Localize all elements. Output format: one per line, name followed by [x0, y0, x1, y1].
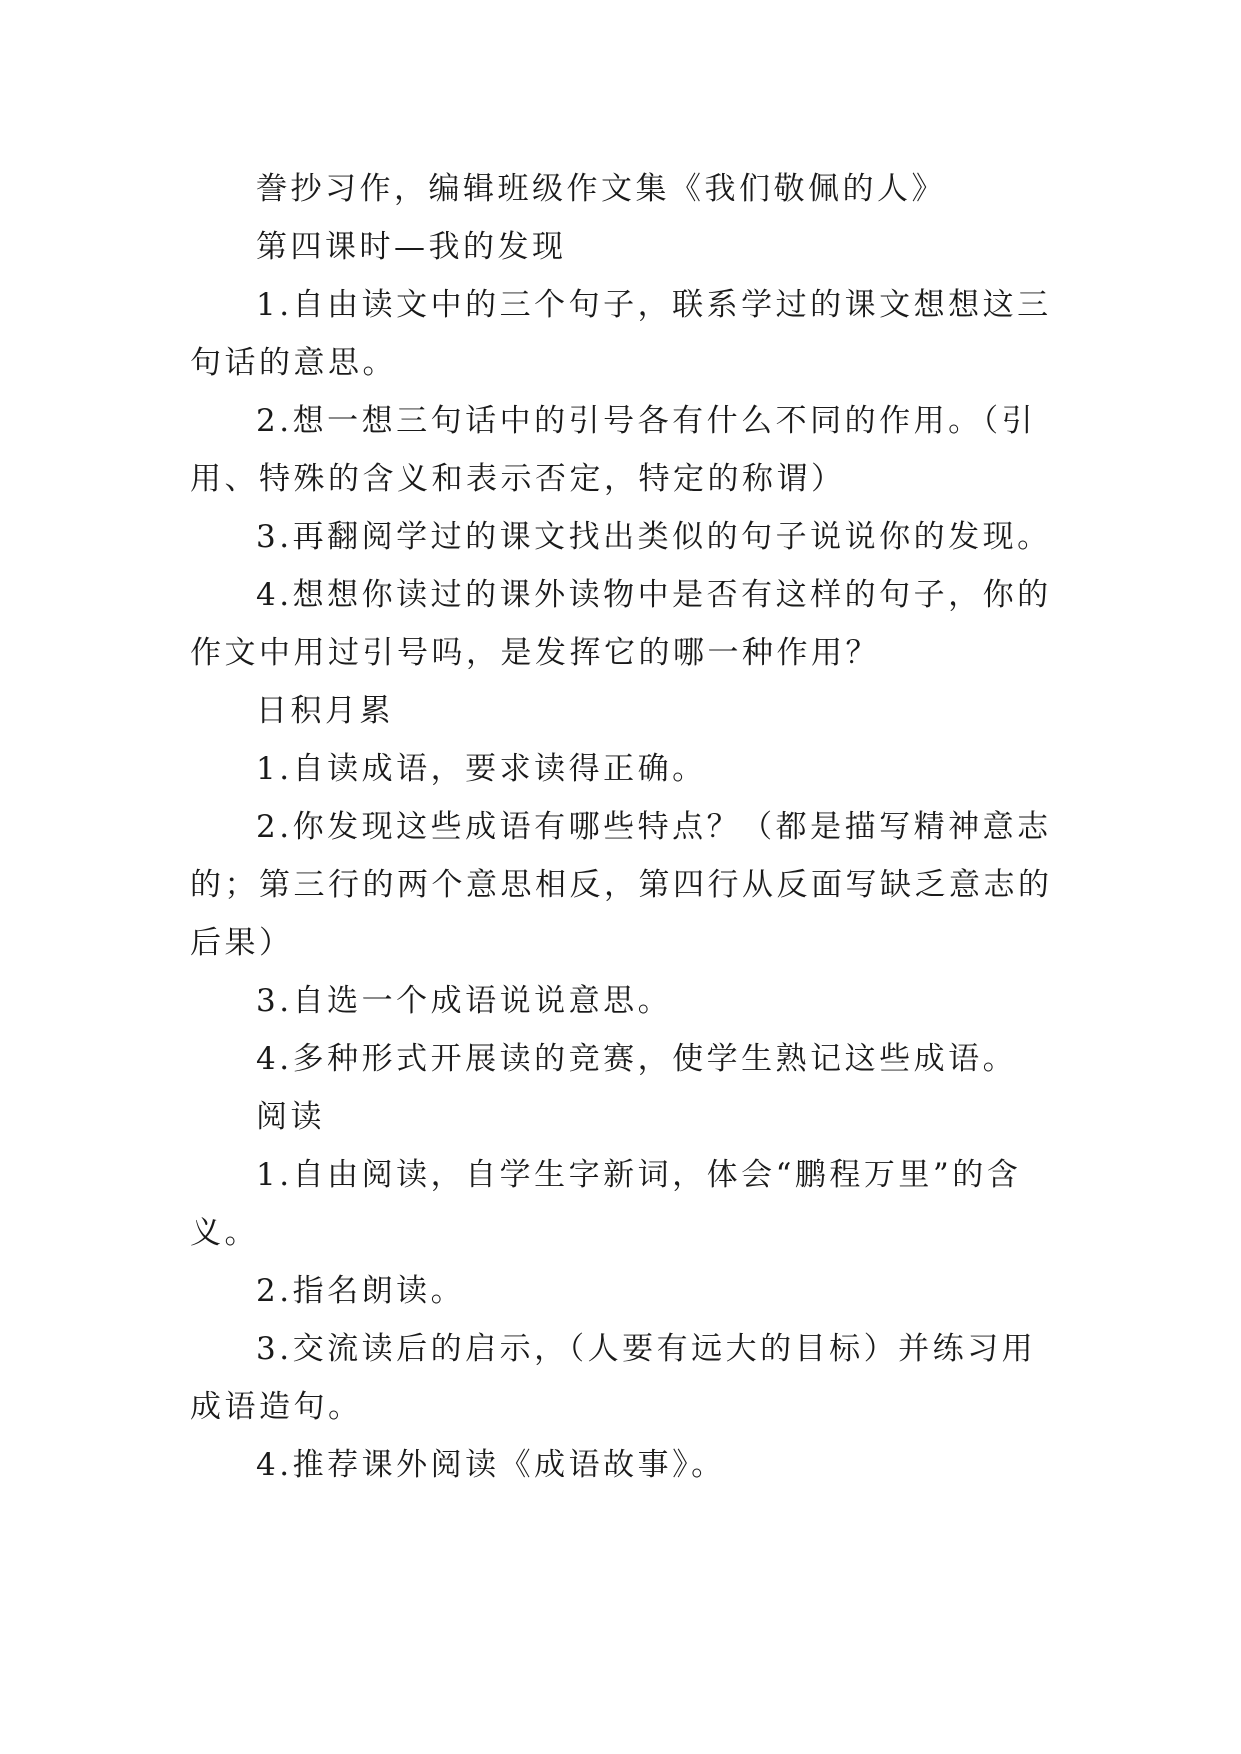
list-item-reading-4: 4.推荐课外阅读《成语故事》。	[256, 1447, 726, 1483]
section-heading-daily-accumulation: 日积月累	[256, 693, 394, 729]
list-item-idiom-4: 4.多种形式开展读的竞赛，使学生熟记这些成语。	[256, 1041, 1018, 1077]
list-item-discovery-2: 2.想一想三句话中的引号各有什么不同的作用。（引用、特殊的含义和表示否定，特定的称谓）	[190, 403, 1037, 497]
list-item-discovery-1: 1.自由读文中的三个句子，联系学过的课文想想这三句话的意思。	[190, 287, 1052, 381]
list-item-idiom-1: 1.自读成语，要求读得正确。	[256, 751, 707, 787]
list-item-discovery-3: 3.再翻阅学过的课文找出类似的句子说说你的发现。	[256, 519, 1052, 555]
paragraph-copy-essay: 誊抄习作，编辑班级作文集《我们敬佩的人》	[256, 171, 946, 207]
list-item-idiom-2: 2.你发现这些成语有哪些特点？（都是描写精神意志的；第三行的两个意思相反，第四行从反面写缺乏意志的后果）	[190, 809, 1053, 961]
list-item-idiom-3: 3.自选一个成语说说意思。	[256, 983, 673, 1019]
section-heading-reading: 阅读	[256, 1099, 325, 1135]
list-item-reading-2: 2.指名朗读。	[256, 1273, 466, 1309]
section-heading-fourth-lesson: 第四课时—我的发现	[256, 229, 567, 265]
list-item-reading-1: 1.自由阅读，自学生字新词，体会“鹏程万里”的含义。	[190, 1157, 1022, 1251]
list-item-discovery-4: 4.想想你读过的课外读物中是否有这样的句子，你的作文中用过引号吗，是发挥它的哪一种作用？	[190, 577, 1052, 671]
list-item-reading-3: 3.交流读后的启示，（人要有远大的目标）并练习用成语造句。	[190, 1331, 1037, 1425]
document-page	[190, 160, 1070, 1494]
